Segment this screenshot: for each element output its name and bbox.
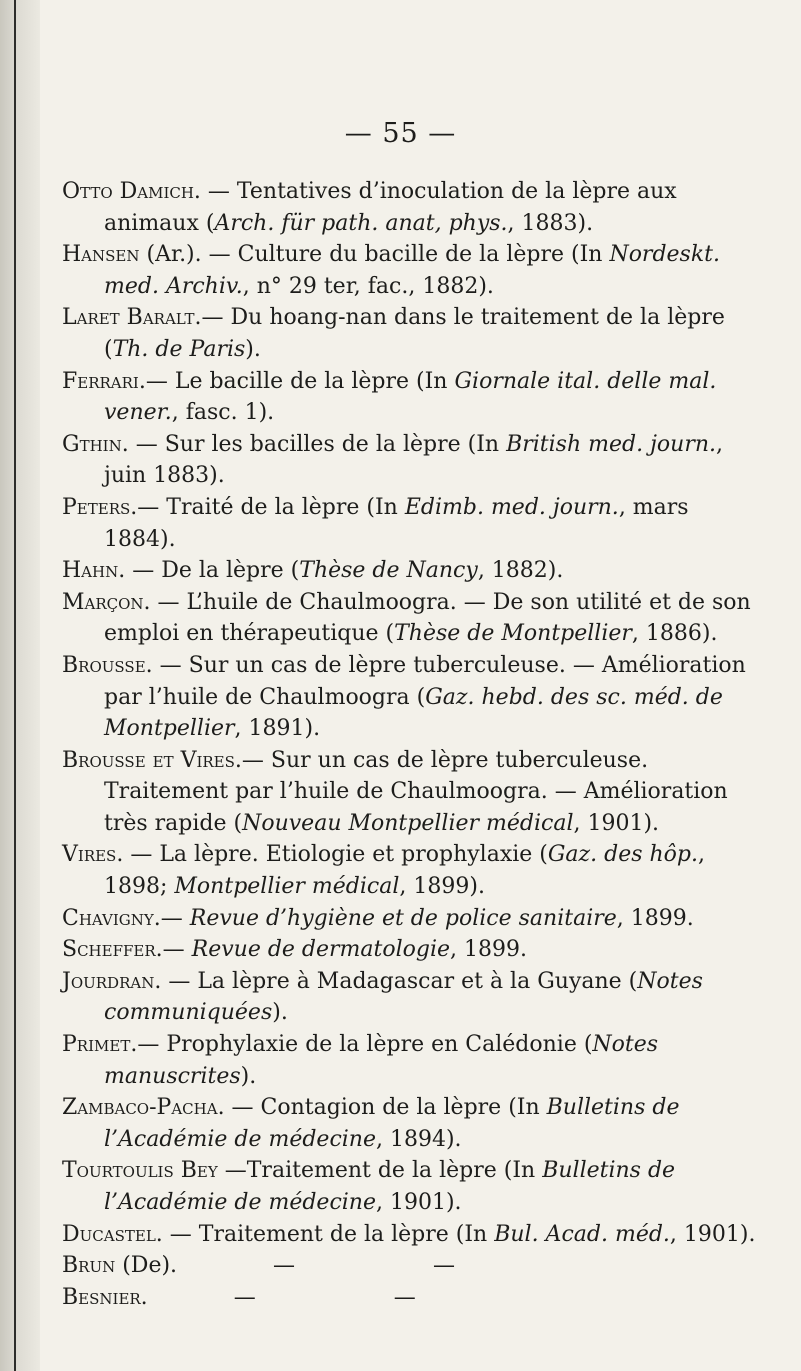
bibliography-entry (62, 745, 762, 840)
entry-text: — L’huile de Chaulmoogra. — De son utilité et de son emploi en thérapeutique ( (104, 589, 751, 647)
entry-text: — Le bacille de la lèpre (In (145, 368, 455, 394)
entry-source: Thèse de Nancy (299, 558, 478, 584)
entry-text: — Sur un cas de lèpre tuberculeuse. Traitement par l’huile de Chaulmoogra. — Amélioration très rapide ( (104, 747, 728, 836)
ditto-dash: — (433, 1253, 456, 1279)
entry-source: Bul. Acad. méd. (494, 1221, 670, 1247)
entry-tail: , 1883). (507, 210, 594, 236)
entry-text: — Traitement de la lèpre (In (162, 1221, 495, 1247)
entry-source: Notes communiquées (104, 968, 703, 1026)
entry-tail: , 1899. (616, 905, 694, 931)
entry-tail: , juin 1883). (104, 431, 723, 489)
entry-tail: , 1882). (477, 558, 564, 584)
binding-edge (14, 0, 16, 1371)
entry-author: Otto Damich. (62, 179, 201, 204)
entry-text: — Traité de la lèpre (In (137, 494, 405, 520)
entry-text: — La lèpre à Madagascar et à la Guyane ( (161, 968, 638, 994)
entry-text: — (162, 937, 192, 963)
bibliography-entry (62, 1250, 762, 1282)
entry-source: Edimb. med. journ. (404, 494, 619, 520)
entry-author: Brousse et Vires. (62, 747, 242, 773)
entry-author: Jourdran. (62, 968, 162, 994)
bibliography-entry (62, 429, 762, 492)
entry-text: — La lèpre. Etiologie et prophylaxie ( (123, 842, 548, 868)
entry-author: Hansen (62, 242, 140, 268)
entry-tail: , 1899. (450, 937, 528, 963)
entry-source: Bulletins de l’Académie de médecine (104, 1158, 676, 1215)
bibliography-entry (62, 966, 762, 1029)
entry-author: Laret Baralt. (62, 305, 202, 331)
entry-author: Chavigny. (62, 905, 161, 931)
entry-tail: , 1891). (234, 716, 321, 742)
bibliography-entry (62, 587, 762, 650)
entry-text: (De). (115, 1253, 178, 1279)
entry-tail: , 1901). (376, 1190, 462, 1215)
entry-source: Gaz. des hôp. (547, 842, 699, 868)
entry-tail: , 1886). (631, 621, 718, 647)
entry-author: Peters. (62, 494, 138, 520)
entry-tail: ). (272, 1000, 288, 1026)
entry-source: British med. journ. (506, 431, 716, 457)
entry-text: — Sur les bacilles de la lèpre (In (128, 431, 507, 457)
entry-author: Zambaco-Pacha. (62, 1095, 225, 1121)
entry-source: Nouveau Montpellier médical (242, 810, 574, 836)
entry-text: — Prophylaxie de la lèpre en Calédonie ( (137, 1032, 593, 1058)
entry-source: Notes manuscrites (104, 1032, 659, 1089)
entry-text: —Traitement de la lèpre (In (217, 1158, 543, 1184)
entry-source: Th. de Paris (112, 336, 246, 362)
entry-tail: ). (240, 1063, 257, 1089)
entry-author: Vires. (62, 842, 124, 868)
entry-author: Ferrari. (62, 368, 146, 394)
entry-author: Tourtoulis Bey (62, 1158, 218, 1184)
ditto-dash: — (233, 1284, 256, 1310)
entry-tail: , 1898; (104, 842, 706, 900)
entry-source: Revue d’hygiène et de police sanitaire (189, 905, 617, 931)
entry-source-2: Montpellier médical (174, 874, 400, 900)
bibliography-entry (62, 366, 762, 429)
bibliography-entry (62, 650, 762, 745)
bibliography-entry (62, 1155, 762, 1218)
entry-tail: , 1901). (573, 810, 660, 836)
entry-text: — (160, 905, 190, 931)
entry-author: Scheffer. (62, 937, 163, 963)
bibliography-entry (62, 239, 762, 302)
entry-author: Brun (62, 1253, 116, 1279)
entry-text: — De la lèpre ( (125, 558, 300, 584)
entry-author: Gthin. (62, 431, 129, 457)
entry-source: Bulletins de l’Académie de médecine (104, 1095, 680, 1152)
entry-tail: , fasc. 1). (171, 400, 275, 426)
entry-text: (Ar.). — Culture du bacille de la lèpre (In (139, 242, 610, 268)
entry-text: — Contagion de la lèpre (In (224, 1095, 547, 1121)
entry-source: Gaz. hebd. des sc. méd. de Montpellier (104, 684, 723, 742)
entry-text: — Sur un cas de lèpre tuberculeuse. — Amélioration par l’huile de Chaulmoogra ( (104, 652, 746, 710)
entry-source: Revue de dermatologie (191, 937, 451, 963)
entry-author: Marçon. (62, 589, 151, 615)
ditto-dash: — (273, 1253, 296, 1279)
entry-author: Brousse. (62, 652, 153, 678)
entry-tail: , mars 1884). (104, 494, 689, 552)
entry-source: Thèse de Montpellier (394, 621, 632, 647)
entry-author: Besnier. (62, 1284, 148, 1310)
entry-tail-2: , 1899). (399, 874, 485, 900)
entry-text: — Tentatives d’inoculation de la lèpre aux animaux ( (104, 179, 677, 236)
bibliography-entry (62, 1282, 762, 1314)
entry-tail: , n° 29 ter, fac., 1882). (242, 273, 494, 299)
bibliography-entry (62, 839, 762, 902)
bibliography-entry (62, 555, 762, 587)
binding-gutter (0, 0, 40, 1371)
entry-author: Primet. (62, 1032, 138, 1058)
bibliography-entry (62, 302, 762, 365)
bibliography-entry (62, 1092, 762, 1155)
bibliography-entry (62, 1219, 762, 1251)
bibliography-list (62, 176, 762, 1313)
bibliography-entry (62, 492, 762, 555)
entry-author: Hahn. (62, 558, 126, 584)
entry-source: Arch. für path. anat, phys. (214, 210, 508, 236)
entry-tail: , 1894). (376, 1126, 462, 1152)
ditto-dash: — (393, 1284, 416, 1310)
bibliography-entry (62, 176, 762, 239)
entry-tail: , 1901). (669, 1221, 756, 1247)
entry-tail: ). (245, 336, 261, 362)
bibliography-entry (62, 903, 762, 935)
bibliography-entry (62, 1029, 762, 1092)
entry-source: Giornale ital. delle mal. vener. (104, 368, 717, 426)
entry-text: — Du hoang-nan dans le traitement de la lèpre ( (104, 305, 725, 362)
entry-author: Ducastel. (62, 1221, 163, 1247)
page-number: — 55 — (344, 118, 457, 149)
bibliography-entry (62, 934, 762, 966)
entry-source: Nordeskt. med. Archiv. (104, 242, 721, 299)
